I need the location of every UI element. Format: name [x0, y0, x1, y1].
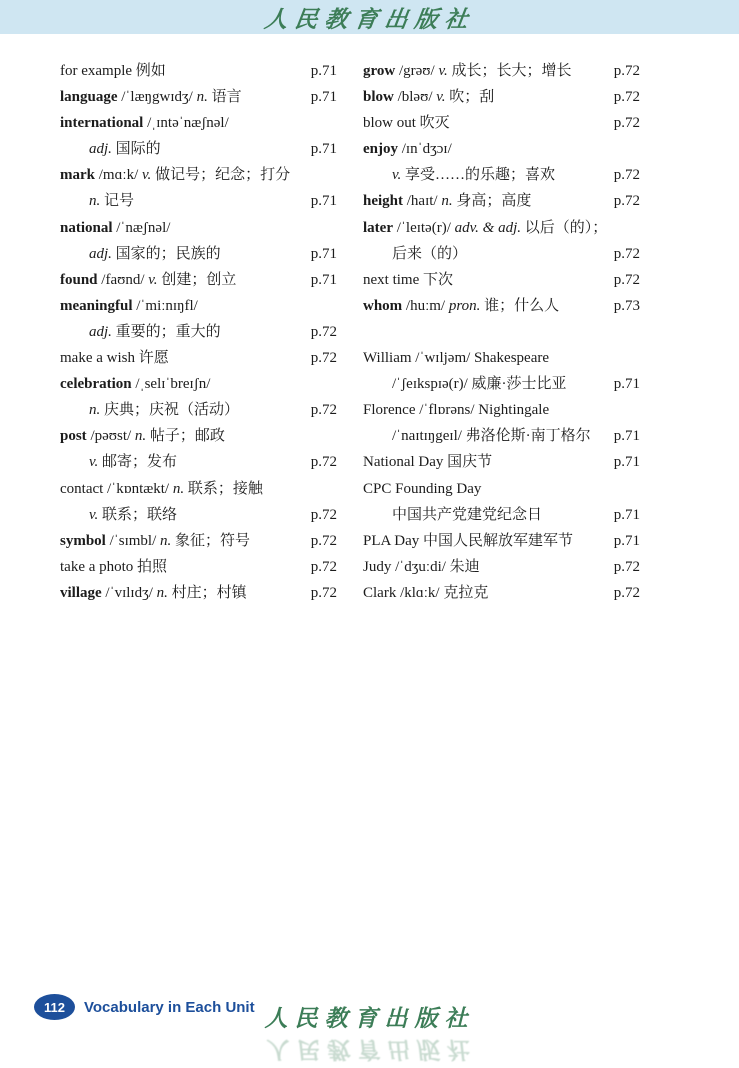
- vocab-line: [60, 162, 337, 188]
- vocab-line: [363, 345, 640, 371]
- vocab-column-right: [363, 58, 640, 606]
- page-reference: p.71: [310, 63, 337, 79]
- text-segment: 象征；符号: [171, 532, 251, 549]
- page-reference: p.72: [613, 193, 640, 210]
- text-segment: /ˈʃeɪkspɪə(r)/ 威廉·莎士比亚: [392, 376, 567, 393]
- text-segment: 记号: [100, 193, 135, 210]
- vocab-column-left: [60, 58, 337, 606]
- text-segment: /ˈvɪlɪdʒ/: [101, 584, 157, 601]
- vocab-line-text: [60, 136, 161, 162]
- text-segment: 后来（的）: [392, 245, 468, 262]
- headword: symbol: [60, 532, 106, 549]
- headword: national: [60, 219, 113, 236]
- text-segment: for example 例如: [60, 63, 166, 79]
- text-segment: 联系；接触: [184, 480, 263, 497]
- vocab-line: [60, 241, 337, 267]
- page-reference: p.72: [310, 532, 337, 549]
- vocab-line-text: [60, 110, 229, 136]
- page-reference: p.71: [310, 193, 337, 210]
- vocab-line-text: [363, 241, 467, 267]
- vocab-line-text: [60, 345, 169, 371]
- text-segment: take a photo 拍照: [60, 558, 168, 575]
- part-of-speech: n.: [89, 193, 101, 210]
- vocab-line-text: [363, 293, 559, 319]
- vocab-line-text: [60, 528, 250, 554]
- text-segment: PLA Day 中国人民解放军建军节: [363, 532, 574, 549]
- vocab-line-text: [60, 58, 166, 84]
- part-of-speech: v.: [148, 271, 158, 288]
- part-of-speech: v.: [436, 89, 446, 106]
- page-reference: p.72: [613, 271, 640, 288]
- headword: grow: [363, 63, 396, 79]
- vocabulary-list: [60, 58, 640, 606]
- vocab-line-text: [363, 136, 452, 162]
- vocab-line-text: [60, 502, 177, 528]
- page-reference: p.72: [310, 454, 337, 471]
- vocab-line: [60, 293, 337, 319]
- text-segment: /ˈlæŋgwɪdʒ/: [117, 89, 197, 106]
- vocab-line-text: [60, 188, 134, 214]
- text-segment: /bləʊ/: [393, 89, 437, 106]
- text-segment: 联系；联络: [98, 506, 178, 523]
- headword: whom: [363, 297, 403, 314]
- text-segment: /mɑːk/: [95, 167, 143, 184]
- page-reference: p.71: [613, 376, 640, 393]
- vocab-line-text: [363, 476, 481, 502]
- page-reference: p.72: [613, 89, 640, 106]
- vocab-line: [363, 58, 640, 84]
- publisher-logo-reflection: 人民教育出版社: [262, 1036, 477, 1063]
- vocab-line-text: [60, 241, 221, 267]
- blank-line: [363, 319, 640, 345]
- part-of-speech: adj.: [89, 141, 112, 158]
- headword: blow: [363, 89, 394, 106]
- part-of-speech: adj.: [89, 245, 112, 262]
- vocab-line: [363, 397, 640, 423]
- vocab-line: [363, 84, 640, 110]
- vocab-line: [363, 162, 640, 188]
- text-segment: /grəʊ/: [395, 63, 439, 79]
- vocab-line: [363, 371, 640, 397]
- page-reference: p.72: [310, 584, 337, 601]
- page-reference: p.72: [310, 506, 337, 523]
- vocab-line-text: [363, 267, 453, 293]
- part-of-speech: n.: [172, 480, 185, 497]
- part-of-speech: adv. & adj.: [454, 219, 522, 236]
- vocab-line: [60, 397, 337, 423]
- vocab-line-text: [363, 449, 492, 475]
- vocab-line-text: [363, 502, 542, 528]
- vocab-line-text: [60, 319, 221, 345]
- vocab-line-text: [363, 554, 480, 580]
- text-segment: /ˈmiːnɪŋfl/: [132, 297, 198, 314]
- text-segment: Florence /ˈflɒrəns/ Nightingale: [363, 402, 550, 419]
- vocab-line-text: [60, 580, 247, 606]
- headword: mark: [60, 167, 95, 184]
- text-segment: 国际的: [111, 141, 161, 158]
- vocab-line: [363, 449, 640, 475]
- text-segment: 成长；长大；增长: [447, 63, 572, 79]
- headword: found: [60, 271, 98, 288]
- page-reference: p.71: [310, 141, 337, 158]
- vocab-line: [60, 371, 337, 397]
- vocab-line-text: [363, 580, 488, 606]
- vocab-line: [363, 215, 640, 241]
- publisher-logo-top: 人民教育出版社: [262, 5, 477, 33]
- vocab-line: [60, 110, 337, 136]
- vocab-line: [363, 580, 640, 606]
- text-segment: 重要的；重大的: [111, 323, 221, 340]
- part-of-speech: v.: [142, 167, 152, 184]
- part-of-speech: v.: [438, 63, 448, 79]
- page-reference: p.72: [613, 63, 640, 79]
- page-reference: p.72: [310, 558, 337, 575]
- vocab-line: [363, 423, 640, 449]
- text-segment: 国家的；民族的: [111, 245, 221, 262]
- page-reference: p.71: [613, 532, 640, 549]
- vocab-line: [60, 476, 337, 502]
- vocab-line-text: [60, 215, 170, 241]
- text-segment: blow out 吹灭: [363, 115, 450, 132]
- logo-reflection-strip: [0, 1035, 739, 1063]
- publisher-logo-bottom: 人民教育出版社: [264, 1005, 475, 1032]
- page-reference: p.71: [613, 428, 640, 445]
- vocab-line-text: [363, 110, 450, 136]
- vocab-line: [363, 502, 640, 528]
- vocab-line-text: [363, 423, 591, 449]
- text-segment: contact /ˈkɒntækt/: [60, 480, 173, 497]
- vocab-line: [60, 188, 337, 214]
- headword: language: [60, 89, 118, 106]
- vocab-line-text: [363, 371, 567, 397]
- text-segment: CPC Founding Day: [363, 480, 482, 497]
- vocab-line-text: [60, 293, 198, 319]
- page-header-band: [0, 0, 739, 34]
- page-reference: p.72: [613, 245, 640, 262]
- vocab-line-text: [60, 423, 225, 449]
- vocab-line: [363, 241, 640, 267]
- vocab-line-text: [60, 162, 290, 188]
- headword: enjoy: [363, 141, 398, 158]
- vocab-line: [363, 136, 640, 162]
- vocab-line: [363, 110, 640, 136]
- vocab-line: [363, 293, 640, 319]
- vocab-line-text: [60, 397, 239, 423]
- vocab-line: [60, 449, 337, 475]
- part-of-speech: n.: [89, 402, 101, 419]
- vocab-line: [363, 554, 640, 580]
- vocab-line-text: [60, 84, 242, 110]
- text-segment: 庆典；庆祝（活动）: [100, 402, 240, 419]
- text-segment: /ˈsɪmbl/: [105, 532, 161, 549]
- page-reference: p.71: [310, 245, 337, 262]
- page-reference: p.71: [613, 506, 640, 523]
- vocab-line-text: [363, 84, 494, 110]
- vocab-line-text: [363, 58, 572, 84]
- page-reference: p.71: [310, 89, 337, 106]
- text-segment: /pəʊst/: [86, 428, 135, 445]
- text-segment: William /ˈwɪljəm/ Shakespeare: [363, 350, 550, 367]
- part-of-speech: n.: [196, 89, 208, 106]
- vocab-line: [60, 319, 337, 345]
- text-segment: 帖子；邮政: [146, 428, 225, 445]
- part-of-speech: n.: [134, 428, 147, 445]
- text-segment: 中国共产党建党纪念日: [392, 506, 543, 523]
- page-reference: p.72: [613, 558, 640, 575]
- text-segment: 村庄；村镇: [167, 584, 247, 601]
- footer-section-title: Vocabulary in Each Unit: [84, 998, 255, 1016]
- text-segment: /ˌselɪˈbreɪʃn/: [131, 376, 211, 393]
- vocab-line: [60, 554, 337, 580]
- text-segment: /ˈleɪtə(r)/: [392, 219, 455, 236]
- text-segment: 身高；高度: [452, 193, 532, 210]
- headword: village: [60, 584, 102, 601]
- text-segment: 邮寄；发布: [98, 454, 178, 471]
- text-segment: /huːm/: [402, 297, 449, 314]
- vocab-line-text: [60, 267, 236, 293]
- vocab-line: [60, 502, 337, 528]
- page-reference: p.72: [310, 350, 337, 367]
- vocab-line: [60, 84, 337, 110]
- footer-logo-wrap: [0, 1000, 739, 1033]
- headword: post: [60, 428, 87, 445]
- vocab-line: [363, 476, 640, 502]
- text-segment: National Day 国庆节: [363, 454, 493, 471]
- page-reference: p.72: [613, 115, 640, 132]
- part-of-speech: n.: [441, 193, 453, 210]
- part-of-speech: adj.: [89, 323, 112, 340]
- text-segment: Clark /klɑːk/ 克拉克: [363, 584, 489, 601]
- text-segment: /faʊnd/: [97, 271, 149, 288]
- part-of-speech: pron.: [448, 297, 481, 314]
- vocab-line-text: [363, 397, 549, 423]
- page-reference: p.72: [613, 584, 640, 601]
- part-of-speech: v.: [89, 454, 99, 471]
- vocab-line-text: [60, 371, 210, 397]
- part-of-speech: n.: [156, 584, 168, 601]
- vocab-line: [363, 188, 640, 214]
- vocab-line-text: [363, 528, 573, 554]
- part-of-speech: v.: [392, 167, 402, 184]
- text-segment: /haɪt/: [403, 193, 442, 210]
- text-segment: /ˈnaɪtɪŋgeɪl/ 弗洛伦斯·南丁格尔: [392, 428, 591, 445]
- page-reference: p.72: [310, 323, 337, 340]
- text-segment: 以后（的）；: [521, 219, 608, 236]
- vocab-line-text: [60, 476, 263, 502]
- vocab-line: [60, 58, 337, 84]
- page-reference: p.71: [613, 454, 640, 471]
- text-segment: make a wish 许愿: [60, 350, 169, 367]
- text-segment: 创建；创立: [157, 271, 237, 288]
- text-segment: /ˈnæʃnəl/: [112, 219, 171, 236]
- vocab-line: [60, 580, 337, 606]
- text-segment: 语言: [207, 89, 242, 106]
- text-segment: 享受……的乐趣；喜欢: [401, 167, 556, 184]
- headword: international: [60, 115, 144, 132]
- vocab-line: [60, 528, 337, 554]
- vocab-line-text: [363, 215, 607, 241]
- page-reference: p.71: [310, 271, 337, 288]
- vocab-line-text: [60, 449, 177, 475]
- text-segment: 谁；什么人: [480, 297, 560, 314]
- page-reference: p.72: [310, 402, 337, 419]
- vocab-line: [60, 136, 337, 162]
- headword: later: [363, 219, 393, 236]
- text-segment: 吹；刮: [445, 89, 495, 106]
- vocab-line: [60, 345, 337, 371]
- headword: meaningful: [60, 297, 133, 314]
- headword: height: [363, 193, 404, 210]
- vocab-line-text: [60, 554, 167, 580]
- headword: celebration: [60, 376, 132, 393]
- vocab-line: [60, 267, 337, 293]
- part-of-speech: n.: [160, 532, 172, 549]
- text-segment: /ɪnˈdʒɔɪ/: [398, 141, 452, 158]
- text-segment: Judy /ˈdʒuːdi/ 朱迪: [363, 558, 480, 575]
- vocab-line: [363, 528, 640, 554]
- vocab-line: [60, 423, 337, 449]
- page-reference: p.72: [613, 167, 640, 184]
- vocab-line-text: [363, 188, 531, 214]
- page-number-badge: 112: [34, 994, 75, 1020]
- page-reference: p.73: [613, 297, 640, 314]
- text-segment: 做记号；纪念；打分: [151, 167, 291, 184]
- vocab-line: [363, 267, 640, 293]
- text-segment: next time 下次: [363, 271, 453, 288]
- vocab-line-text: [363, 162, 555, 188]
- text-segment: /ˌɪntəˈnæʃnəl/: [143, 115, 229, 132]
- part-of-speech: v.: [89, 506, 99, 523]
- vocab-line: [60, 215, 337, 241]
- vocab-line-text: [363, 345, 549, 371]
